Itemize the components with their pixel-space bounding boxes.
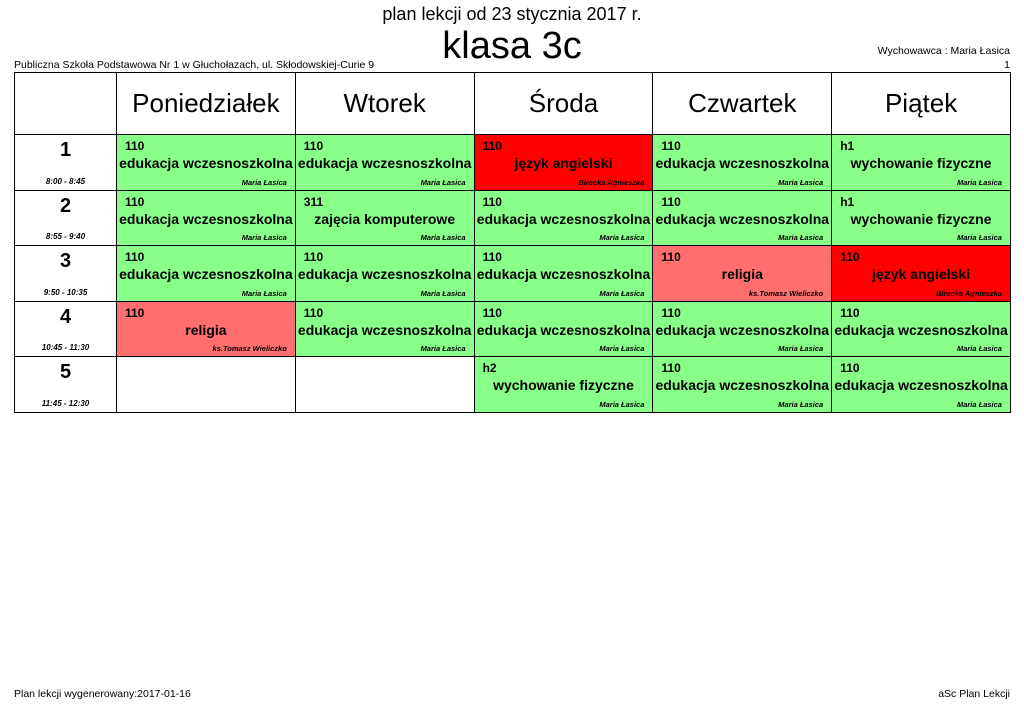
schedule-subtitle: plan lekcji od 23 stycznia 2017 r. (382, 4, 642, 24)
lesson-teacher: ks.Tomasz Wieliczko (748, 288, 824, 298)
lesson-teacher: Maria Łasica (241, 177, 287, 187)
lesson-teacher: Maria Łasica (778, 177, 824, 187)
period-number: 4 (59, 305, 72, 328)
period-cell (15, 135, 117, 191)
lesson-teacher: Maria Łasica (420, 288, 466, 298)
period-number: 1 (59, 139, 72, 161)
lesson-room: h1 (840, 194, 855, 209)
timetable (14, 72, 1011, 413)
period-cell (15, 301, 117, 357)
lesson-subject: edukacja wczesnoszkolna (476, 321, 651, 338)
period-cell (15, 357, 117, 413)
period-number: 2 (59, 194, 72, 217)
lesson-subject: edukacja wczesnoszkolna (834, 377, 1008, 393)
lesson-subject: wychowanie fizyczne (850, 210, 992, 227)
class-title: klasa 3c (442, 25, 582, 67)
lesson-cell (653, 190, 832, 246)
lesson-subject: edukacja wczesnoszkolna (476, 266, 651, 282)
lesson-teacher: Maria Łasica (420, 177, 466, 187)
lesson-room: 110 (840, 361, 860, 375)
day-header-row (15, 73, 1011, 135)
lesson-room: 110 (840, 305, 860, 320)
lesson-cell (474, 357, 653, 413)
lesson-teacher: Maria Łasica (778, 399, 824, 409)
software-name: aSc Plan Lekcji (938, 688, 1010, 700)
lesson-teacher: Birecka Agnieszka (935, 288, 1002, 298)
lesson-teacher: Maria Łasica (778, 233, 824, 242)
lesson-subject: edukacja wczesnoszkolna (297, 266, 472, 282)
lesson-subject: edukacja wczesnoszkolna (655, 155, 830, 171)
lesson-subject: edukacja wczesnoszkolna (655, 321, 830, 338)
lesson-cell (295, 135, 474, 191)
lesson-cell (474, 190, 653, 246)
page-number: 1 (1004, 59, 1010, 71)
lesson-subject: edukacja wczesnoszkolna (297, 321, 472, 338)
lesson-teacher: Maria Łasica (420, 233, 466, 242)
lesson-cell (117, 301, 296, 357)
lesson-room: 110 (661, 361, 681, 375)
lesson-cell (474, 301, 653, 357)
lesson-subject: edukacja wczesnoszkolna (119, 210, 293, 227)
lesson-row (15, 301, 1011, 357)
lesson-subject: język angielski (872, 266, 971, 282)
lesson-subject: edukacja wczesnoszkolna (834, 321, 1008, 338)
lesson-subject: edukacja wczesnoszkolna (119, 266, 293, 282)
lesson-room: 110 (125, 194, 145, 209)
lesson-subject: edukacja wczesnoszkolna (476, 210, 651, 227)
lesson-room: 110 (303, 139, 324, 153)
period-cell (15, 246, 117, 302)
lesson-room: 110 (125, 305, 145, 320)
lesson-teacher: Maria Łasica (241, 288, 287, 298)
lesson-cell (117, 246, 296, 302)
lesson-subject: wychowanie fizyczne (493, 377, 634, 393)
period-time: 8:00 - 8:45 (45, 176, 86, 186)
empty-lesson-cell (117, 357, 296, 413)
lesson-teacher: Maria Łasica (241, 233, 287, 242)
lesson-cell (117, 135, 296, 191)
lesson-subject: religia (721, 266, 763, 282)
lesson-room: 110 (125, 139, 145, 153)
lesson-room: 110 (482, 139, 502, 153)
lesson-cell (653, 357, 832, 413)
lesson-room: h2 (482, 361, 497, 375)
day-header-tuesday: Wtorek (295, 73, 474, 135)
lesson-teacher: Maria Łasica (599, 288, 645, 298)
lesson-subject: edukacja wczesnoszkolna (119, 155, 293, 171)
day-header-thursday: Czwartek (653, 73, 832, 135)
lesson-row (15, 357, 1011, 413)
lesson-cell (295, 301, 474, 357)
lesson-room: 110 (303, 305, 324, 320)
lesson-row (15, 190, 1011, 246)
lesson-cell (295, 246, 474, 302)
lesson-room: h1 (840, 139, 855, 153)
lesson-cell (117, 190, 296, 246)
lesson-room: 110 (125, 250, 145, 264)
lesson-teacher: Maria Łasica (420, 344, 466, 353)
lesson-cell (653, 301, 832, 357)
timetable-body (15, 73, 1011, 413)
lesson-room: 110 (661, 305, 681, 320)
period-time: 11:45 - 12:30 (41, 398, 90, 408)
lesson-room: 110 (303, 250, 324, 264)
lesson-cell (832, 357, 1011, 413)
lesson-subject: edukacja wczesnoszkolna (655, 210, 830, 227)
class-tutor: Wychowawca : Maria Łasica (877, 45, 1010, 57)
lesson-teacher: Maria Łasica (599, 399, 645, 409)
lesson-cell (295, 190, 474, 246)
lesson-room: 110 (661, 139, 681, 153)
period-cell (15, 190, 117, 246)
lesson-teacher: Maria Łasica (956, 177, 1002, 187)
lesson-cell (832, 301, 1011, 357)
lesson-teacher: Birecka Agnieszka (578, 177, 645, 187)
period-time: 10:45 - 11:30 (41, 343, 90, 352)
lesson-teacher: Maria Łasica (956, 233, 1002, 242)
lesson-room: 110 (482, 194, 502, 209)
lesson-cell (832, 190, 1011, 246)
lesson-subject: zajęcia komputerowe (314, 210, 456, 227)
lesson-cell (653, 246, 832, 302)
school-name: Publiczna Szkoła Podstawowa Nr 1 w Głuchołazach, ul. Skłodowskiej-Curie 9 (14, 59, 375, 71)
day-header-friday: Piątek (832, 73, 1011, 135)
lesson-room: 110 (661, 194, 681, 209)
period-time: 9:50 - 10:35 (43, 287, 88, 297)
day-header-monday: Poniedziałek (117, 73, 296, 135)
lesson-subject: edukacja wczesnoszkolna (297, 155, 472, 171)
lesson-cell (474, 246, 653, 302)
empty-lesson-cell (295, 357, 474, 413)
lesson-room: 110 (482, 305, 502, 320)
lesson-subject: edukacja wczesnoszkolna (655, 377, 830, 393)
lesson-row (15, 246, 1011, 302)
generated-date: Plan lekcji wygenerowany:2017-01-16 (14, 688, 191, 700)
lesson-subject: religia (185, 321, 227, 338)
lesson-room: 110 (482, 250, 502, 264)
period-number: 5 (59, 361, 72, 383)
lesson-cell (653, 135, 832, 191)
lesson-teacher: Maria Łasica (956, 399, 1002, 409)
corner-cell (15, 73, 117, 135)
period-number: 3 (59, 250, 72, 272)
lesson-subject: wychowanie fizyczne (850, 155, 992, 171)
lesson-teacher: Maria Łasica (956, 344, 1002, 353)
period-time: 8:55 - 9:40 (45, 232, 86, 241)
lesson-subject: język angielski (514, 155, 613, 171)
lesson-room: 110 (840, 250, 860, 264)
lesson-cell (474, 135, 653, 191)
lesson-cell (832, 135, 1011, 191)
day-header-wednesday: Środa (474, 73, 653, 135)
lesson-teacher: ks.Tomasz Wieliczko (212, 344, 287, 353)
lesson-cell (832, 246, 1011, 302)
lesson-room: 311 (303, 194, 324, 209)
lesson-row (15, 135, 1011, 191)
lesson-teacher: Maria Łasica (778, 344, 824, 353)
lesson-room: 110 (661, 250, 681, 264)
lesson-teacher: Maria Łasica (599, 344, 645, 353)
lesson-teacher: Maria Łasica (599, 233, 645, 242)
